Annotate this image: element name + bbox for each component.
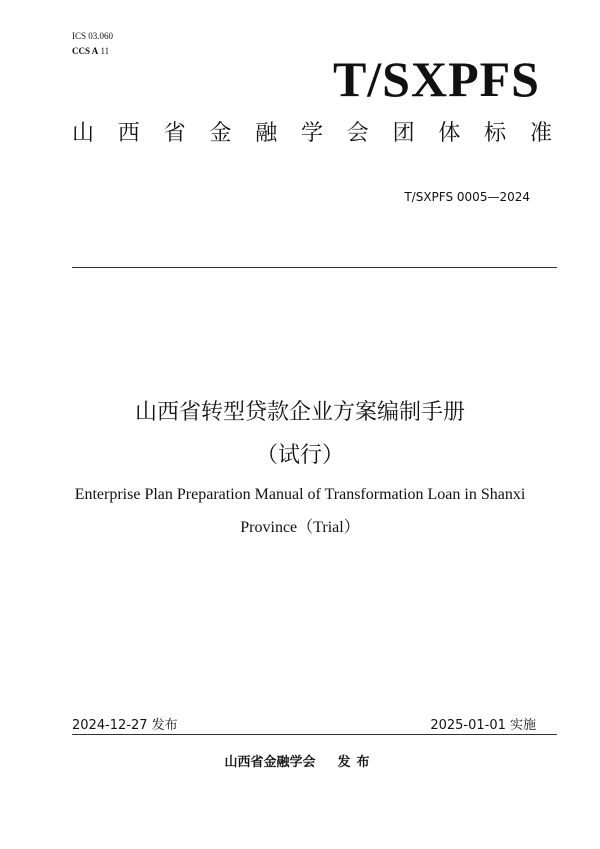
document-title: 山西省转型贷款企业方案编制手册 [134, 400, 465, 425]
org-char: 山 [72, 121, 95, 146]
ccs-code [72, 46, 109, 56]
issuer-line [0, 751, 600, 770]
org-char: 标 [484, 121, 507, 146]
english-title-line1: Enterprise Plan Preparation Manual of Transformation Loan in Shanxi [74, 486, 526, 503]
org-char: 融 [255, 121, 278, 146]
org-char: 省 [163, 121, 186, 146]
document-subtitle: （试行） [255, 443, 344, 468]
ccs-label: CCS A [72, 46, 99, 56]
english-title-line2: Province（Trial） [240, 519, 360, 536]
ics-code: ICS 03.060 [72, 31, 114, 41]
organization-standard-heading [72, 116, 552, 147]
org-char: 学 [300, 121, 323, 146]
effective-date: 2025-01-01 实施 [430, 718, 536, 733]
org-char: 团 [392, 121, 415, 146]
org-char: 体 [438, 121, 461, 146]
org-char: 准 [529, 121, 552, 146]
issuer-name: 山西省金融学会 [224, 755, 316, 770]
publish-date: 2024-12-27 发布 [72, 718, 178, 733]
standard-number: T/SXPFS 0005—2024 [404, 190, 530, 204]
org-char: 会 [346, 121, 369, 146]
ccs-number: 11 [100, 46, 110, 56]
org-char: 西 [117, 121, 140, 146]
issue-label: 发布 [337, 755, 376, 770]
bottom-divider [72, 734, 557, 735]
standard-logo: T/SXPFS [332, 51, 540, 107]
top-divider [72, 267, 557, 268]
org-char: 金 [209, 121, 232, 146]
